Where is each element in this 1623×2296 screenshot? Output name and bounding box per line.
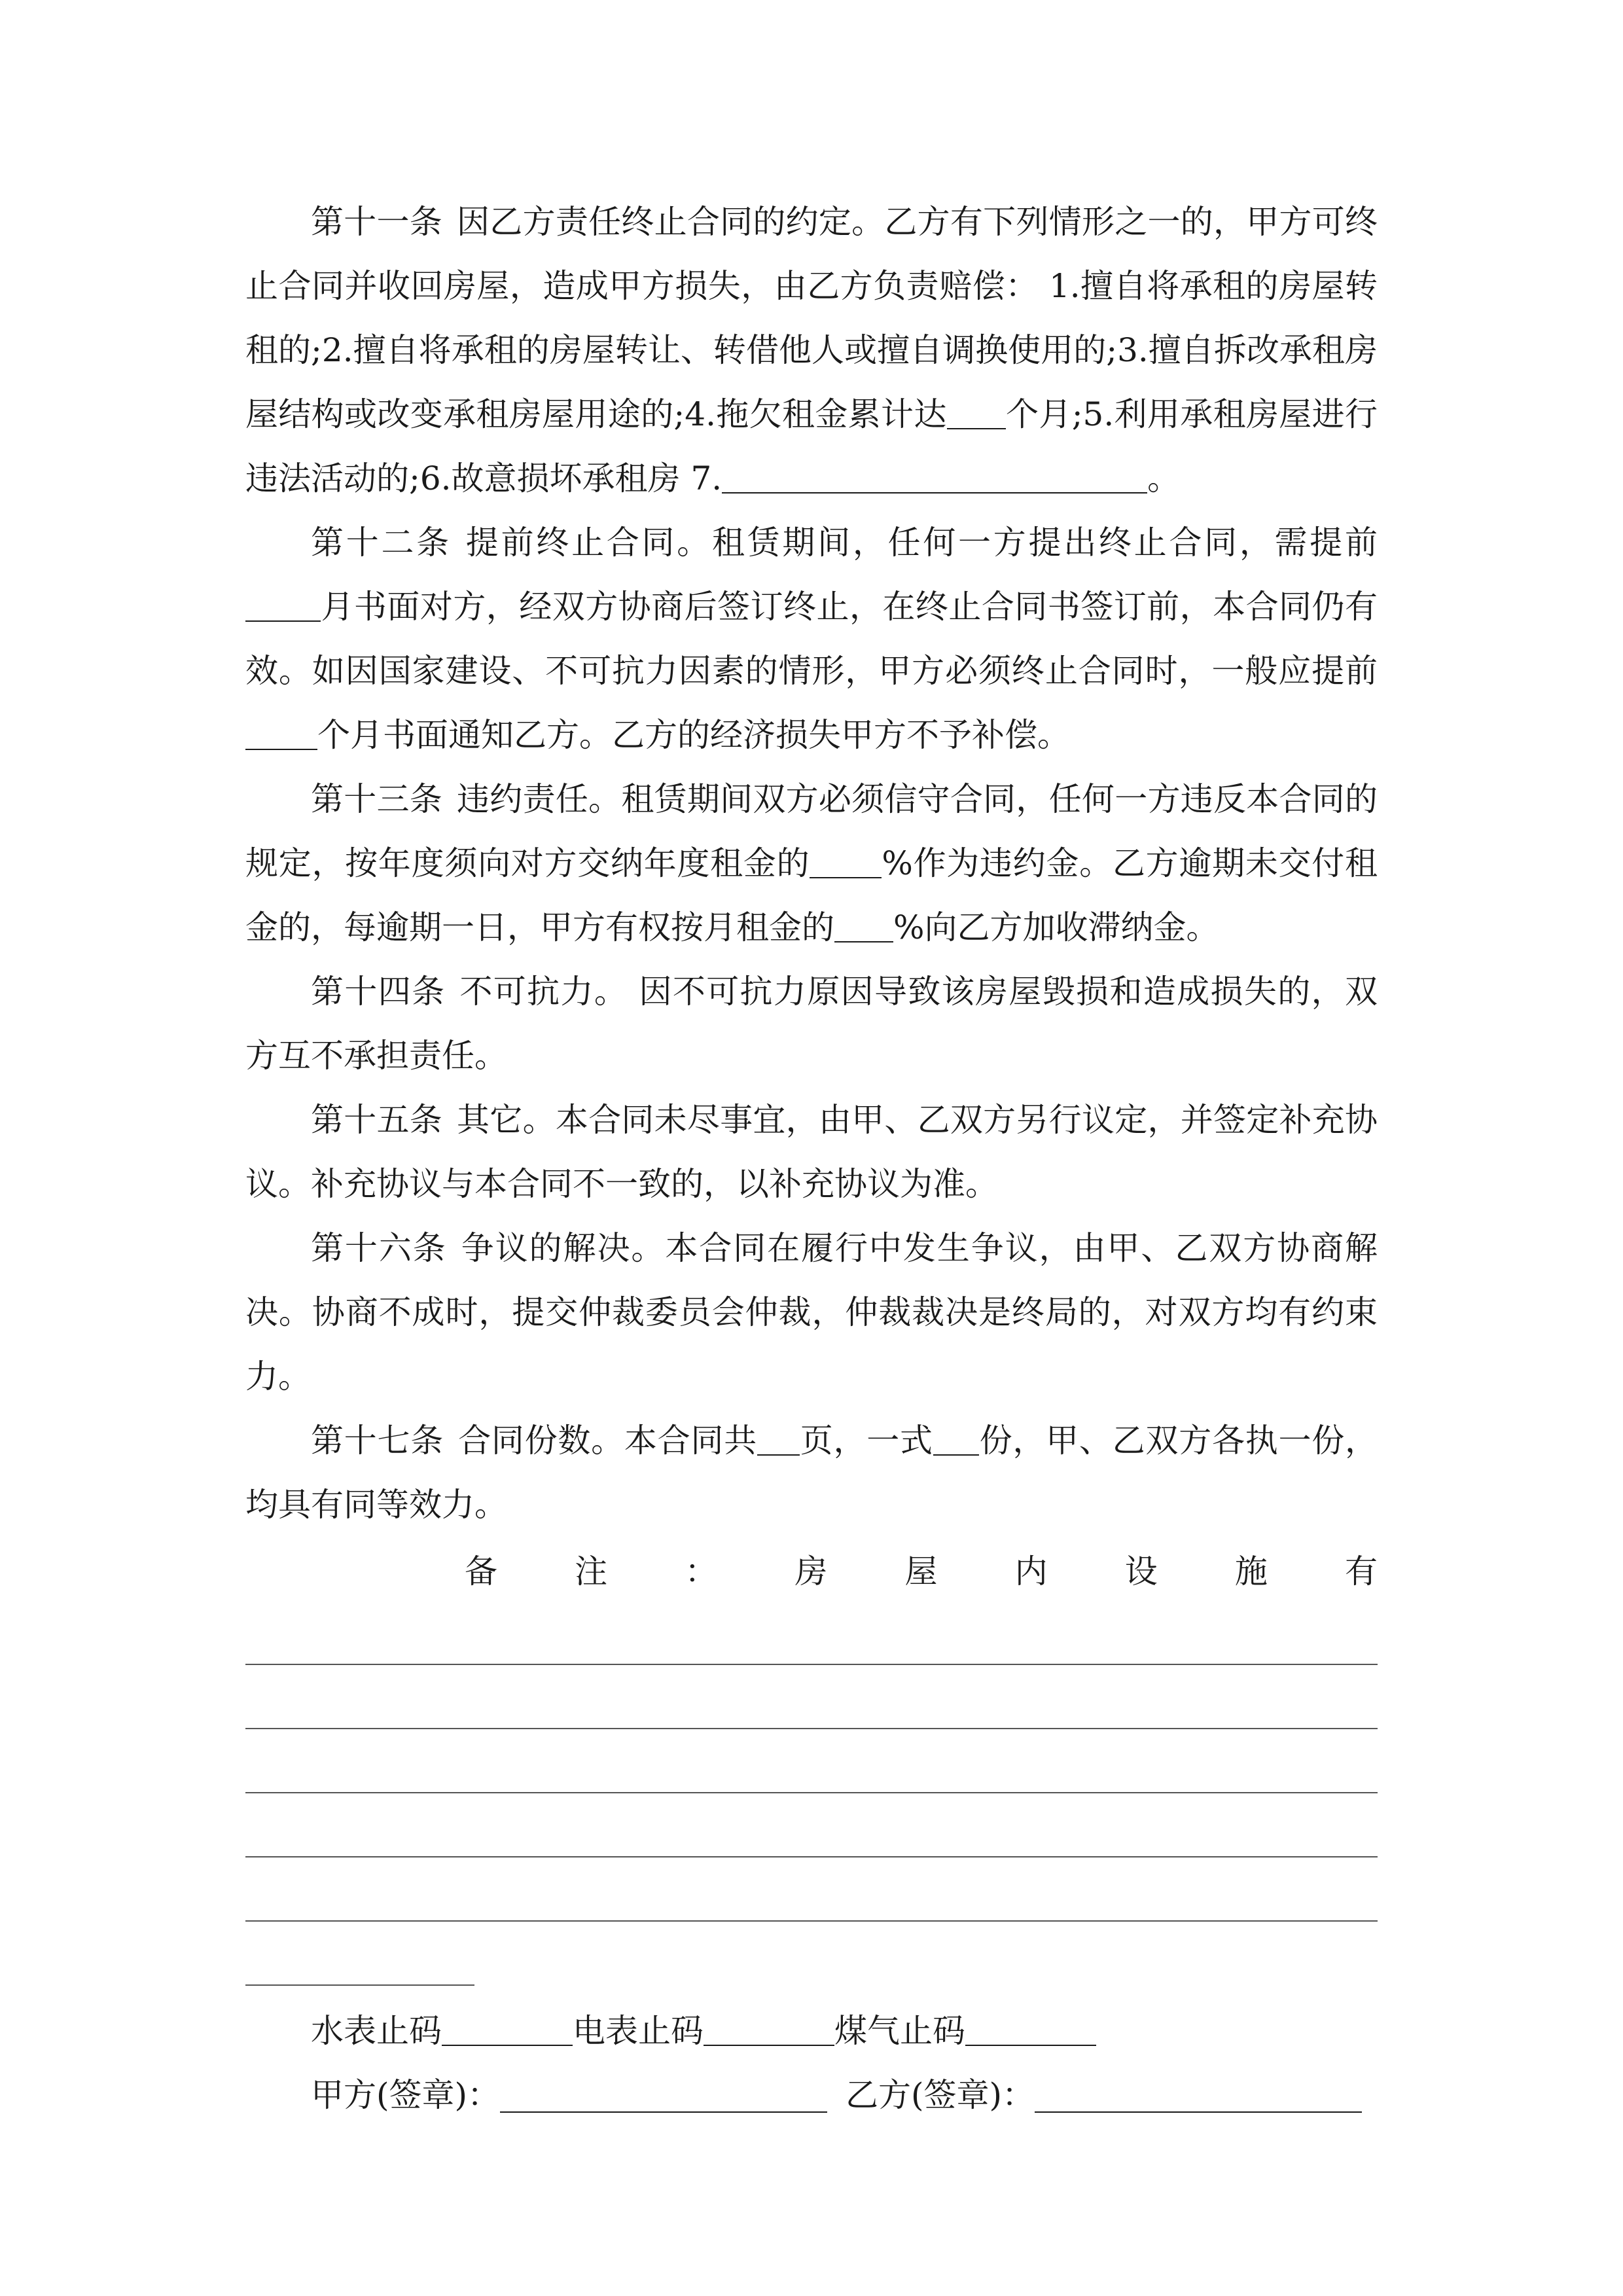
- article-label: 第十六条: [311, 1229, 447, 1267]
- article-label: 第十五条: [311, 1101, 443, 1139]
- contract-page: [245, 190, 1378, 2127]
- notes-char: 备: [465, 1552, 497, 1590]
- article-11: 第十一条 因乙方责任终止合同的约定。乙方有下列情形之一的，甲方可终止合同并收回房屋，造成甲方损失，由乙方负责赔偿： 1.擅自将承租的房屋转租的;2.擅自将承租的房屋转让、转借他人或擅自调换使用的;3.擅自拆改承租房屋结构或改变承租房屋用途的;4.拖欠租金累计达 个月;5.利用承租房屋进行违法活动的;6.故意损坏承租房 7. 。: [245, 203, 1378, 497]
- gas-meter-field[interactable]: [965, 2012, 1096, 2046]
- notes-char: 屋: [904, 1552, 938, 1590]
- notes-char: 设: [1124, 1552, 1158, 1590]
- blank-field[interactable]: [933, 1422, 979, 1456]
- notes-line[interactable]: [245, 1729, 1378, 1793]
- meter-readings: [245, 1999, 1378, 2063]
- party-b-signature-field[interactable]: [1035, 2079, 1362, 2113]
- article-label: 第十四条: [311, 973, 446, 1011]
- signature-row: [245, 2063, 1378, 2127]
- article-12: 第十二条 提前终止合同。租赁期间，任何一方提出终止合同，需提前月书面对方，经双方协商后签订终止，在终止合同书签订前，本合同仍有效。如因国家建设、不可抗力因素的情形，甲方必须终止合同时，一般应提前个月书面通知乙方。乙方的经济损失甲方不予补偿。: [245, 524, 1378, 754]
- blank-field[interactable]: [757, 1422, 800, 1456]
- article-label: 第十七条: [311, 1422, 444, 1460]
- party-b-label: 乙方(签章)：: [846, 2076, 1035, 2114]
- notes-char: 施: [1234, 1552, 1268, 1590]
- article-label: 第十一条: [311, 203, 443, 241]
- blank-field[interactable]: [245, 716, 317, 750]
- party-a-signature-field[interactable]: [500, 2079, 827, 2113]
- notes-heading: [245, 1537, 1378, 1601]
- article-14: 第十四条 不可抗力。 因不可抗力原因导致该房屋毁损和造成损失的，双方互不承担责任。: [245, 973, 1378, 1075]
- blank-field[interactable]: [722, 459, 1147, 493]
- blank-field[interactable]: [245, 588, 321, 622]
- notes-char: 注: [575, 1552, 608, 1590]
- notes-line[interactable]: [245, 1793, 1378, 1857]
- notes-line[interactable]: [245, 1665, 1378, 1729]
- blank-field[interactable]: [947, 395, 1006, 429]
- article-17: 第十七条 合同份数。本合同共 页，一式 份，甲、乙双方各执一份，均具有同等效力。: [245, 1422, 1378, 1524]
- article-label: 第十三条: [311, 780, 443, 818]
- electric-meter-label: 电表止码: [573, 2012, 704, 2050]
- notes-line[interactable]: [245, 1857, 1378, 1922]
- electric-meter-field[interactable]: [704, 2012, 834, 2046]
- water-meter-label: 水表止码: [311, 2012, 442, 2050]
- article-label: 第十二条: [311, 524, 452, 562]
- notes-line[interactable]: [245, 1601, 1378, 1665]
- notes-char: ：: [685, 1552, 718, 1590]
- party-a-label: 甲方(签章)：: [311, 2076, 501, 2114]
- notes-line-short[interactable]: [245, 1922, 474, 1986]
- notes-char: 有: [1345, 1552, 1378, 1590]
- article-16: 第十六条 争议的解决。本合同在履行中发生争议，由甲、乙双方协商解决。协商不成时，提交仲裁委员会仲裁，仲裁裁决是终局的，对双方均有约束力。: [245, 1229, 1378, 1395]
- blank-field[interactable]: [834, 908, 893, 942]
- article-15: 第十五条 其它。本合同未尽事宜，由甲、乙双方另行议定，并签定补充协议。补充协议与本合同不一致的，以补充协议为准。: [245, 1101, 1378, 1203]
- notes-char: 房: [794, 1552, 828, 1590]
- blank-field[interactable]: [810, 844, 882, 878]
- water-meter-field[interactable]: [442, 2012, 573, 2046]
- notes-char: 内: [1014, 1552, 1048, 1590]
- gas-meter-label: 煤气止码: [834, 2012, 965, 2050]
- article-13: 第十三条 违约责任。租赁期间双方必须信守合同，任何一方违反本合同的规定，按年度须向对方交纳年度租金的 %作为违约金。乙方逾期未交付租金的，每逾期一日，甲方有权按月租金的 %向乙方加收滞纳金。: [245, 780, 1378, 946]
